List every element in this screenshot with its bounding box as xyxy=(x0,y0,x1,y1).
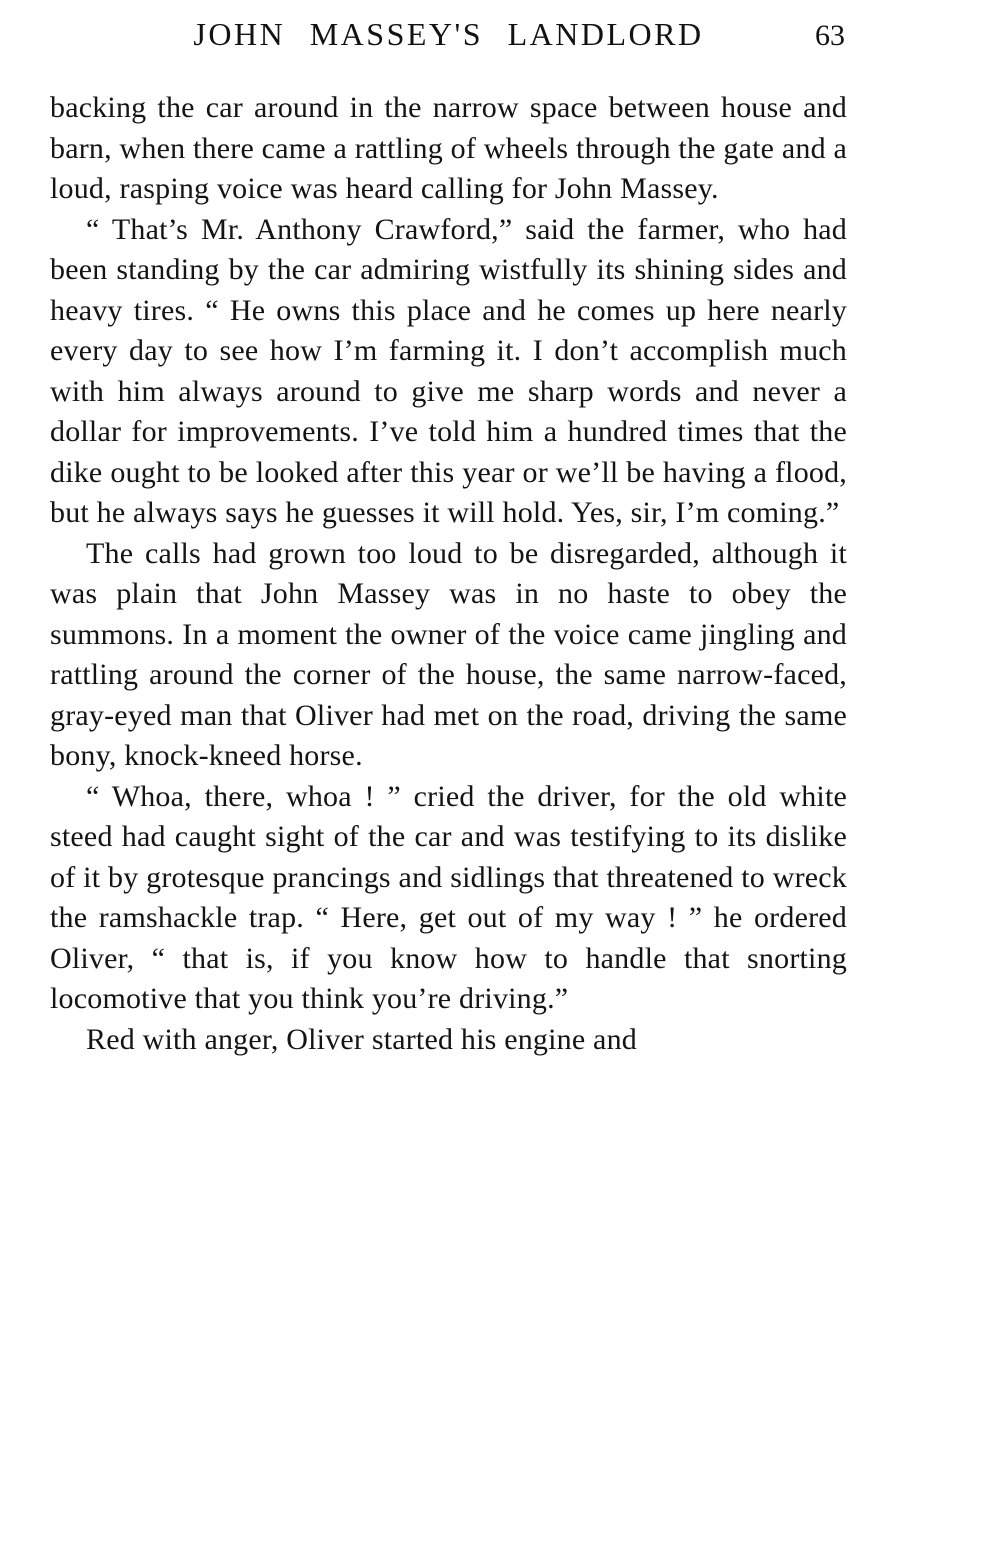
text-block xyxy=(50,88,847,1060)
paragraph: “ Whoa, there, whoa ! ” cried the driver, for the old white steed had caught sight of the car and was testifying to its dislike of it by grotesque prancings and sidlings that threatened to wreck the ramshackle trap. “ Here, get out of my way ! ” he ordered Oliver, “ that is, if you know how to handle that snorting locomotive that you think you’re driving.” xyxy=(50,779,847,1015)
page-header xyxy=(50,16,847,52)
paragraph: Red with anger, Oliver started his engine and xyxy=(86,1022,637,1056)
running-title: JOHN MASSEY'S LANDLORD xyxy=(193,16,704,52)
paragraph: “ That’s Mr. Anthony Crawford,” said the farmer, who had been standing by the car admiring wistfully its shining sides and heavy tires. “ He owns this place and he comes up here nearly every day to see how I’m farming it. I don’t accomplish much with him always around to give me sharp words and never a dollar for improvements. I’ve told him a hundred times that the dike ought to be looked after this year or we’ll be having a flood, but he always says he guesses it will hold. Yes, sir, I’m coming.” xyxy=(50,212,847,529)
paragraph: backing the car around in the narrow space between house and barn, when there came a rattling of wheels through the gate and a loud, rasping voice was heard calling for John Massey. xyxy=(50,91,847,205)
page-number: 63 xyxy=(815,19,845,52)
paragraph: The calls had grown too loud to be disregarded, although it was plain that John Massey was in no haste to obey the summons. In a moment the owner of the voice came jingling and rattling around the corner of the house, the same narrow-faced, gray-eyed man that Oliver had met on the road, driving the same bony, knock-kneed horse. xyxy=(50,536,847,772)
